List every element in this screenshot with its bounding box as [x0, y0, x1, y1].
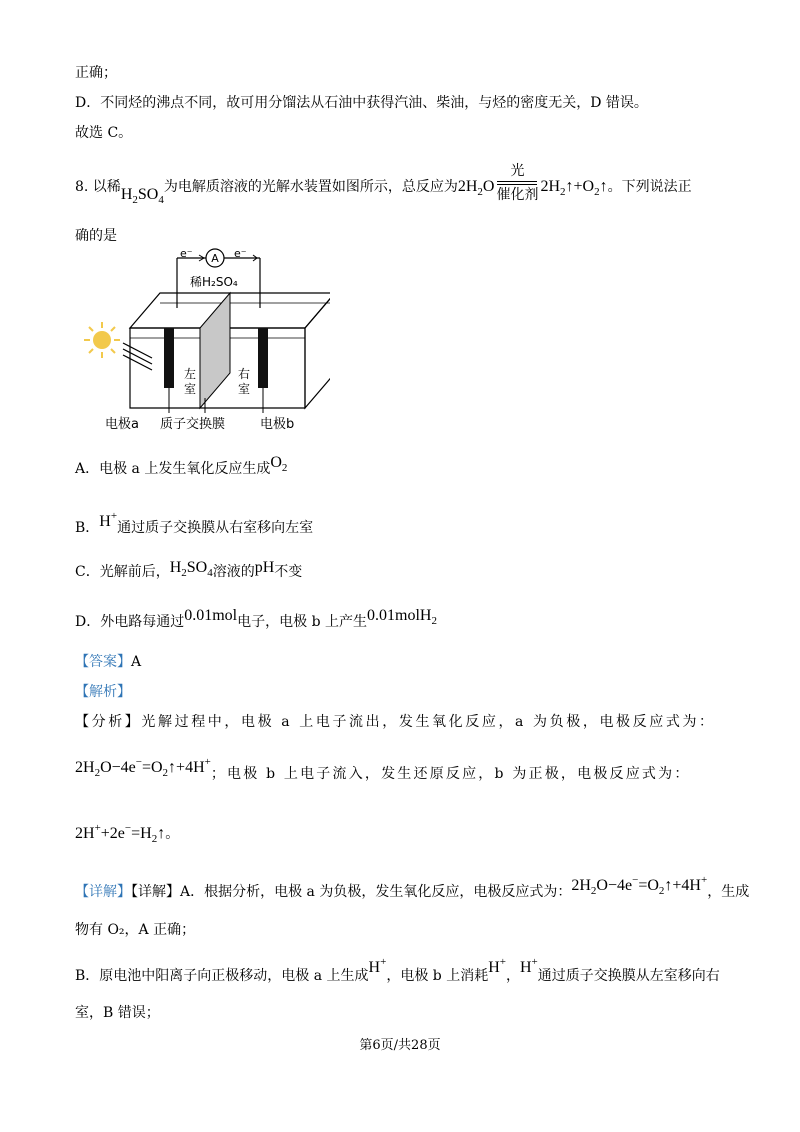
sun-icon [84, 322, 120, 358]
option-c: C．光解前后，$H_2SO_4$溶液的pH不变 [75, 559, 303, 580]
svg-text:e⁻: e⁻ [234, 248, 247, 260]
analysis-tag: 【解析】 [75, 684, 131, 700]
electrode-a [164, 328, 174, 388]
svg-text:A: A [211, 252, 219, 265]
svg-text:左: 左 [184, 367, 197, 381]
svg-text:稀H₂SO₄: 稀H₂SO₄ [190, 275, 238, 289]
detail-b-line-2: 室，B 错误； [75, 1005, 160, 1021]
page-footer: 第6页/共28页 [359, 1038, 441, 1053]
answer-line: 【答案】A [75, 654, 142, 670]
electrolysis-figure [80, 248, 330, 433]
line-1: 正确； [75, 65, 117, 81]
option-b: B．H+通过质子交换膜从右室移向左室 [75, 510, 314, 536]
line-3: 故选 C。 [75, 125, 133, 141]
analysis-line-2: $2H_2O-4e^-=O_2↑+4H^+$；电极 b 上电子流入，发生还原反应，b 为正极，电极反应式为： [75, 756, 691, 782]
analysis-line-1: 【分析】光解过程中，电极 a 上电子流出，发生氧化反应，a 为负极，电极反应式为： [75, 714, 716, 730]
svg-text:室: 室 [184, 382, 197, 396]
svg-text:质子交换膜: 质子交换膜 [160, 417, 226, 432]
line-2: D．不同烃的沸点不同，故可用分馏法从石油中获得汽油、柴油，与烃的密度无关，D 错误。 [75, 95, 648, 111]
question-8-stem: 8. 以稀$H_2SO_4$为电解质溶液的光解水装置如图所示，总反应为$2H_2O$ $\frac{\text{光}}{\text{催化剂}}$ $2H_2↑+O_2↑$。下列说法正 [75, 163, 692, 206]
analysis-line-3: $2H^++2e^-=H_2↑$。 [75, 822, 180, 845]
reaction-condition: $\frac{\text{光}}{\text{催化剂}}$ [496, 163, 539, 203]
svg-text:e⁻: e⁻ [180, 248, 193, 260]
detail-b-line-1: B．原电池中阳离子向正极移动，电极 a 上生成H+，电极 b 上消耗H+，H+通过质子交换膜从左室移向右 [75, 956, 720, 984]
svg-text:右: 右 [238, 367, 251, 381]
question-8-stem-cont: 确的是 [75, 228, 117, 244]
svg-text:室: 室 [238, 382, 251, 396]
electrode-b [258, 328, 268, 388]
svg-text:电极a: 电极a [105, 417, 139, 432]
detail-a-line-2: 物有 O₂，A 正确； [75, 922, 196, 938]
svg-text:电极b: 电极b [260, 417, 295, 432]
option-d: D．外电路每通过0.01mol电子，电极 b 上产生0.01molH$_2$ [75, 607, 437, 630]
detail-a-line-1: 【详解】【详解】A．根据分析，电极 a 为负极，发生氧化反应，电极反应式为：$2H_2O-4e^-=O_2↑+4H^+$，生成 [75, 874, 750, 900]
option-a: A．电极 a 上发生氧化反应生成$O_2$ [75, 454, 288, 477]
